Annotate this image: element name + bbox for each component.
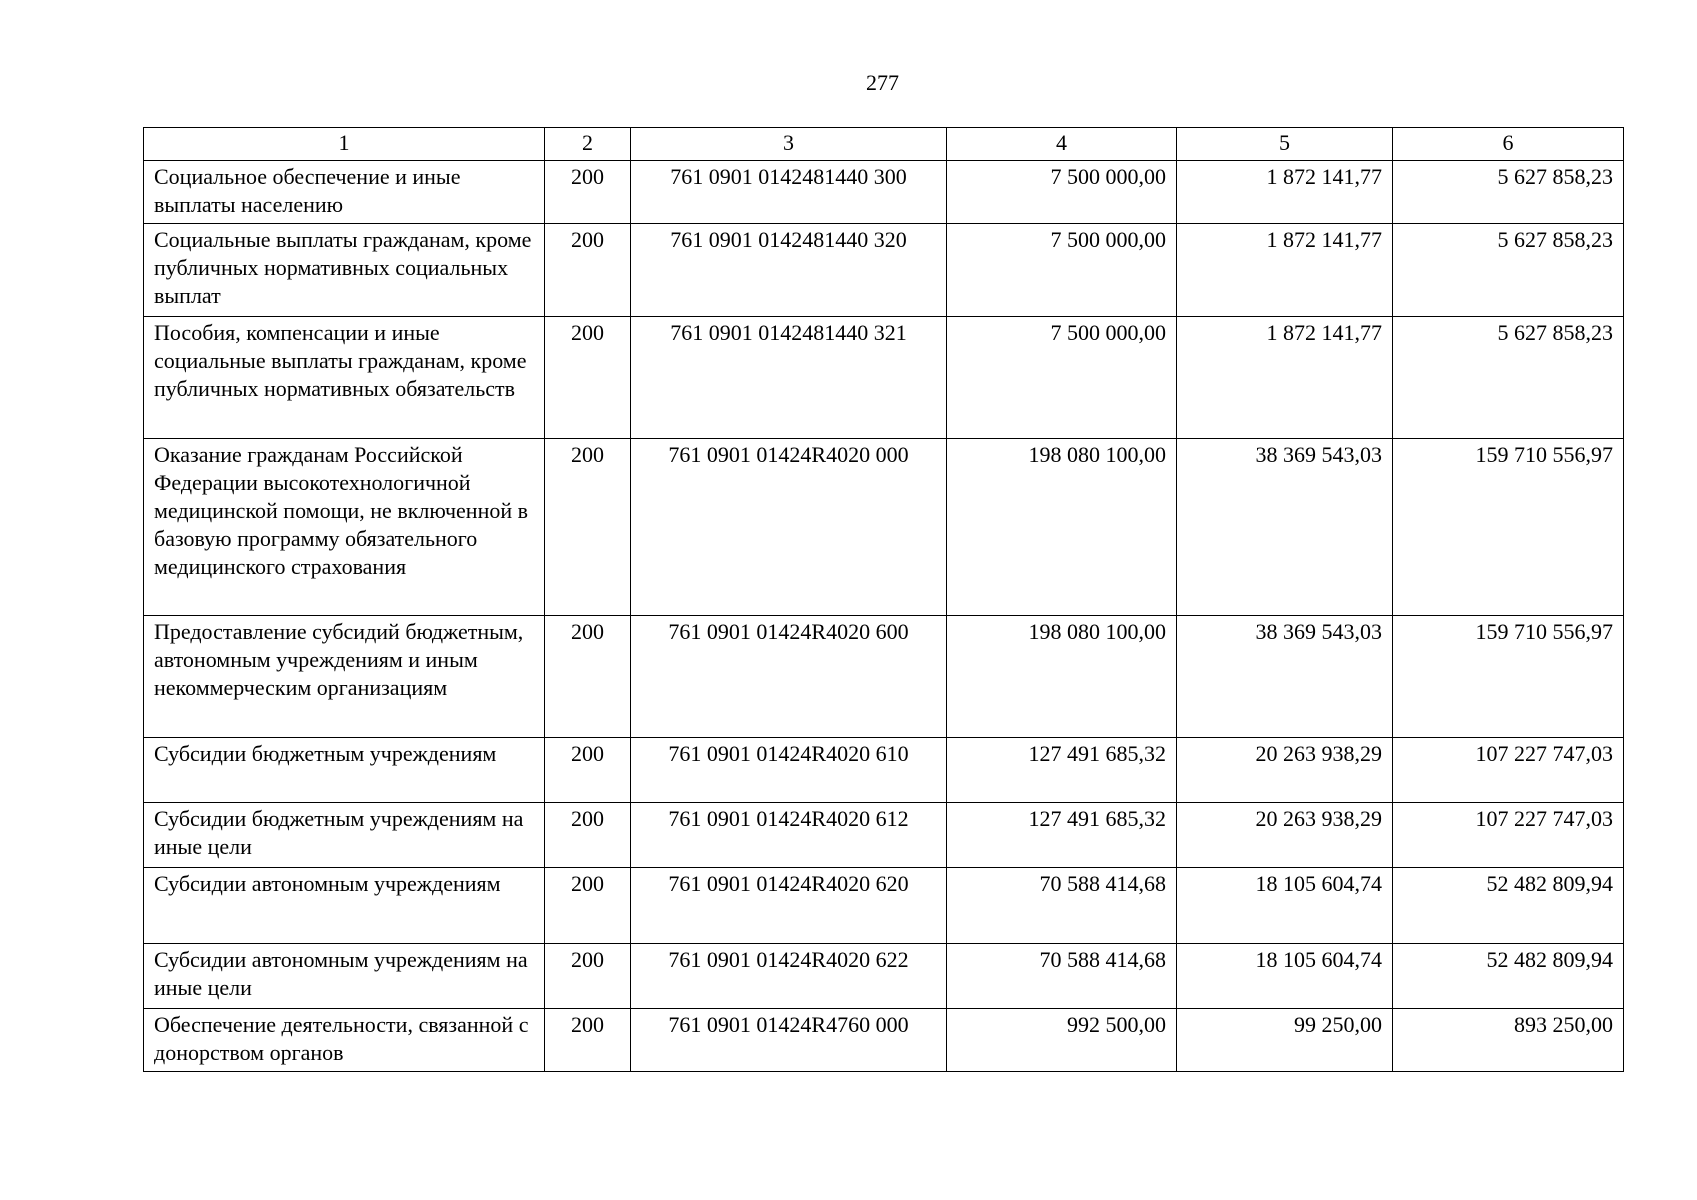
row-classification-code: 761 0901 0142481440 321	[631, 317, 947, 439]
row-classification-code: 761 0901 01424R4020 620	[631, 868, 947, 944]
row-executed-amount: 1 872 141,77	[1177, 224, 1393, 317]
table-row	[144, 1009, 1624, 1072]
row-executed-amount: 38 369 543,03	[1177, 439, 1393, 616]
row-approved-amount: 198 080 100,00	[947, 616, 1177, 738]
table-row	[144, 161, 1624, 224]
row-classification-code: 761 0901 0142481440 300	[631, 161, 947, 224]
row-executed-amount: 38 369 543,03	[1177, 616, 1393, 738]
row-approved-amount: 198 080 100,00	[947, 439, 1177, 616]
page-number: 277	[866, 70, 899, 95]
row-unexecuted-amount: 5 627 858,23	[1393, 161, 1624, 224]
row-executed-amount: 18 105 604,74	[1177, 868, 1393, 944]
row-classification-code: 761 0901 01424R4020 610	[631, 738, 947, 803]
column-header-6: 6	[1393, 128, 1624, 161]
table-row	[144, 738, 1624, 803]
row-name: Субсидии бюджетным учреждениям на иные цели	[144, 803, 545, 868]
row-unexecuted-amount: 159 710 556,97	[1393, 616, 1624, 738]
row-name: Субсидии автономным учреждениям на иные цели	[144, 944, 545, 1009]
row-classification-code: 761 0901 01424R4760 000	[631, 1009, 947, 1072]
row-name: Предоставление субсидий бюджетным, автономным учреждениям и иным некоммерческим организациям	[144, 616, 545, 738]
row-executed-amount: 18 105 604,74	[1177, 944, 1393, 1009]
column-header-1: 1	[144, 128, 545, 161]
row-classification-code: 761 0901 01424R4020 000	[631, 439, 947, 616]
table-row	[144, 317, 1624, 439]
row-approved-amount: 7 500 000,00	[947, 317, 1177, 439]
table-row	[144, 439, 1624, 616]
column-header-2: 2	[545, 128, 631, 161]
row-code: 200	[545, 317, 631, 439]
row-approved-amount: 127 491 685,32	[947, 803, 1177, 868]
row-name: Оказание гражданам Российской Федерации высокотехнологичной медицинской помощи, не включенной в базовую программу обязательного медицинского страхования	[144, 439, 545, 616]
row-classification-code: 761 0901 0142481440 320	[631, 224, 947, 317]
row-name: Обеспечение деятельности, связанной с донорством органов	[144, 1009, 545, 1072]
table-header-row	[144, 128, 1624, 161]
row-approved-amount: 7 500 000,00	[947, 224, 1177, 317]
row-approved-amount: 70 588 414,68	[947, 944, 1177, 1009]
row-executed-amount: 99 250,00	[1177, 1009, 1393, 1072]
row-unexecuted-amount: 107 227 747,03	[1393, 803, 1624, 868]
row-name: Социальное обеспечение и иные выплаты населению	[144, 161, 545, 224]
table-row	[144, 944, 1624, 1009]
budget-execution-table	[143, 127, 1624, 1072]
row-executed-amount: 20 263 938,29	[1177, 738, 1393, 803]
row-approved-amount: 7 500 000,00	[947, 161, 1177, 224]
row-code: 200	[545, 616, 631, 738]
row-name: Субсидии бюджетным учреждениям	[144, 738, 545, 803]
row-classification-code: 761 0901 01424R4020 622	[631, 944, 947, 1009]
column-header-3: 3	[631, 128, 947, 161]
table-row	[144, 224, 1624, 317]
row-code: 200	[545, 868, 631, 944]
row-code: 200	[545, 803, 631, 868]
row-unexecuted-amount: 52 482 809,94	[1393, 944, 1624, 1009]
row-unexecuted-amount: 159 710 556,97	[1393, 439, 1624, 616]
row-approved-amount: 992 500,00	[947, 1009, 1177, 1072]
table-row	[144, 803, 1624, 868]
row-approved-amount: 127 491 685,32	[947, 738, 1177, 803]
row-classification-code: 761 0901 01424R4020 612	[631, 803, 947, 868]
row-executed-amount: 1 872 141,77	[1177, 161, 1393, 224]
row-executed-amount: 1 872 141,77	[1177, 317, 1393, 439]
row-approved-amount: 70 588 414,68	[947, 868, 1177, 944]
row-unexecuted-amount: 5 627 858,23	[1393, 317, 1624, 439]
row-name: Пособия, компенсации и иные социальные выплаты гражданам, кроме публичных нормативных обязательств	[144, 317, 545, 439]
column-header-5: 5	[1177, 128, 1393, 161]
row-code: 200	[545, 439, 631, 616]
row-code: 200	[545, 161, 631, 224]
row-classification-code: 761 0901 01424R4020 600	[631, 616, 947, 738]
row-unexecuted-amount: 5 627 858,23	[1393, 224, 1624, 317]
row-name: Субсидии автономным учреждениям	[144, 868, 545, 944]
row-unexecuted-amount: 107 227 747,03	[1393, 738, 1624, 803]
row-unexecuted-amount: 893 250,00	[1393, 1009, 1624, 1072]
row-executed-amount: 20 263 938,29	[1177, 803, 1393, 868]
table-row	[144, 616, 1624, 738]
column-header-4: 4	[947, 128, 1177, 161]
row-unexecuted-amount: 52 482 809,94	[1393, 868, 1624, 944]
row-code: 200	[545, 738, 631, 803]
row-name: Социальные выплаты гражданам, кроме публичных нормативных социальных выплат	[144, 224, 545, 317]
row-code: 200	[545, 944, 631, 1009]
table-row	[144, 868, 1624, 944]
row-code: 200	[545, 224, 631, 317]
row-code: 200	[545, 1009, 631, 1072]
